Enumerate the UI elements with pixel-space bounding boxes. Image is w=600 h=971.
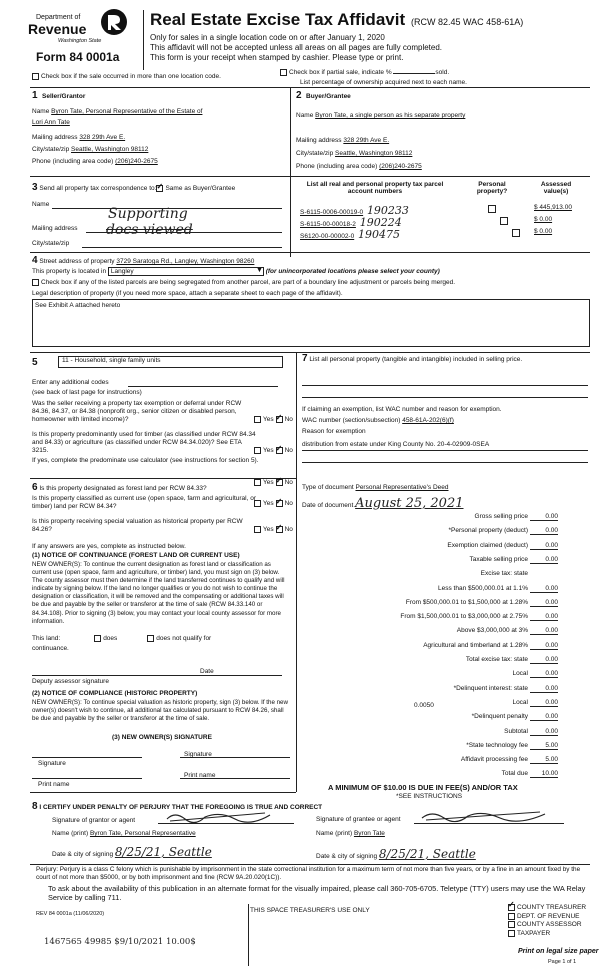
calc-value[interactable]: 0.00 [530, 713, 558, 721]
no-label: No [284, 479, 293, 487]
wa-logo-icon [100, 8, 128, 36]
assessed-header: Assessed value(s) [540, 181, 572, 195]
grantee-date-label: Date & city of signing [316, 853, 378, 860]
property-street-address[interactable]: 3729 Saratoga Rd., Langley, Washington 98260 [116, 258, 255, 265]
calc-label: Local [512, 698, 528, 706]
rcw-ref: (RCW 82.45 WAC 458-61A) [411, 17, 524, 27]
calc-value[interactable]: 0.00 [530, 585, 558, 593]
timber-yes[interactable] [254, 447, 261, 454]
land-not-qualify-checkbox[interactable] [147, 635, 154, 642]
assessed-value[interactable]: $ 445,913.00 [534, 204, 572, 211]
buyer-heading: Buyer/Grantee [306, 93, 351, 100]
exemption-no[interactable] [276, 416, 283, 423]
copy-checkbox[interactable] [508, 904, 515, 911]
calc-label: From $500,000.01 to $1,500,000 at 1.28% [405, 598, 528, 606]
calc-label: Exemption claimed (deduct) [447, 541, 528, 549]
partial-sale-check[interactable] [280, 69, 449, 76]
buyer-city[interactable]: Seattle, Washington 98112 [335, 150, 413, 157]
additional-codes-label: Enter any additional codes [32, 379, 109, 386]
grantor-date-label: Date & city of signing [52, 851, 114, 858]
does-label: does [103, 635, 118, 643]
buyer-city-label: City/state/zip [296, 150, 334, 157]
buyer-phone-label: Phone (including area code) [296, 163, 378, 170]
calc-label: Total due [501, 770, 528, 778]
yes-label: Yes [263, 526, 274, 534]
header-note-2: This affidavit will not be accepted unless all areas on all pages are fully completed. [150, 43, 443, 52]
calc-label: *Personal property (deduct) [448, 527, 528, 535]
corr-mail-label: Mailing address [32, 225, 78, 232]
yes-label: Yes [263, 447, 274, 455]
sec3-text: Send all property tax correspondence to: [39, 185, 157, 192]
see-instructions: *SEE INSTRUCTIONS [396, 793, 463, 800]
segregation-checkbox[interactable] [32, 279, 39, 286]
grantee-print-name[interactable]: Byron Tate [353, 830, 385, 837]
dor-logo [8, 6, 138, 50]
calc-label: Local [512, 670, 528, 678]
forest-question: Is this property designated as forest land per RCW 84.33? [39, 485, 207, 492]
yes-label: Yes [263, 416, 274, 424]
land-does-checkbox[interactable] [94, 635, 101, 642]
chevron-down-icon: ▼ [255, 267, 263, 274]
parcel-handwritten-number: 190233 [366, 204, 409, 217]
current-use-question: Is this property classified as current use (open space, farm and agricultural, or timber) land per RCW 84.34? [32, 495, 256, 510]
page-title: Real Estate Excise Tax Affidavit [150, 10, 406, 29]
sold-label: sold. [435, 69, 450, 77]
current-use-yes[interactable] [254, 500, 261, 507]
form-revision: REV 84 0001a (11/06/2020) [36, 911, 105, 917]
parcel-handwritten-number: 190475 [358, 228, 401, 241]
wac-label: WAC number (section/subsection) [302, 417, 401, 424]
multi-location-check[interactable] [32, 73, 221, 80]
grantee-name-label: Name (print) [316, 830, 353, 837]
section-4-number: 4 [32, 255, 38, 266]
grantor-signature-label: Signature of grantor or agent [52, 817, 136, 824]
seller-mail-label: Mailing address [32, 134, 78, 141]
notice-continuance-body: NEW OWNER(S): To continue the current designation as forest land or classification as current use (open space, farm and agriculture, or timber) land, you must sign on (3) below. The county assessor must then determine if the land transferred continues to qualify and will indicate by signing below. If the land no longer qualifies or you do not wish to continue the designation or classification, it will be removed and the compensating or additional taxes will be due and payable by the seller or transferor at the time of sale (RCW 84.33.140 or 84.34.108). Prior to signing (3) below, you may contact your local county assessor for more information. [32, 561, 285, 625]
calc-value[interactable]: 0.00 [530, 685, 558, 693]
buyer-mailing-address[interactable]: 328 29th Ave E. [343, 137, 390, 144]
same-as-buyer-label: Same as Buyer/Grantee [165, 185, 236, 192]
wac-number[interactable]: 458-61A-202(6)(f) [402, 417, 454, 424]
treasurer-space: THIS SPACE TREASURER'S USE ONLY [250, 907, 370, 914]
land-label: This land: [32, 635, 61, 643]
buyer-mail-label: Mailing address [296, 137, 342, 144]
local-rate: 0.0050 [414, 702, 434, 709]
calc-value[interactable]: 0.00 [530, 599, 558, 607]
exemption-yes[interactable] [254, 416, 261, 423]
deputy-date-label: Date [200, 668, 214, 675]
personal-property-checkbox[interactable] [512, 229, 520, 237]
section-3-number: 3 [32, 182, 38, 193]
legal-description-field[interactable] [32, 299, 590, 347]
seller-name[interactable]: Byron Tate, Personal Representative of the Estate of [51, 108, 203, 115]
calc-value[interactable]: 5.00 [530, 742, 558, 750]
list-pct-note: List percentage of ownership acquired next to each name. [300, 79, 467, 86]
location-note: (for unincorporated locations please select your county) [265, 268, 440, 276]
logo-dept-line1: Department of [36, 14, 81, 21]
seller-heading: Seller/Grantor [42, 93, 86, 100]
grantor-signature-scribble [165, 809, 275, 825]
copy-recipient [508, 921, 586, 930]
personal-property-checkbox[interactable] [488, 205, 496, 213]
personal-property-note: List all personal property (tangible and intangible) included in selling price. [309, 356, 523, 363]
land-use-select[interactable] [58, 356, 283, 368]
assessed-value[interactable]: $ 0.00 [534, 216, 553, 223]
calc-value[interactable]: 0.00 [530, 627, 558, 635]
page-number: Page 1 of 1 [548, 959, 577, 965]
exemption-label: If claiming an exemption, list WAC number and reason for exemption. [302, 406, 502, 413]
seller-city[interactable]: Seattle, Washington 98112 [71, 146, 149, 153]
forest-no[interactable] [276, 479, 283, 486]
no-label: No [284, 447, 293, 455]
buyer-name-label: Name [296, 112, 314, 119]
perjury-note: Perjury: Perjury is a class C felony which is punishable by imprisonment in the state correctional institution for a maximum term of not more than five years, or by a fine in an amount fixed by the court of not more than $5000, or by both imprisonment and fine (RCW 9A.20.020(1C)). [36, 866, 581, 881]
seller-phone[interactable]: (206)240-2675 [115, 158, 158, 165]
calc-value[interactable]: 0.00 [530, 642, 558, 650]
calc-label: Less than $500,000.01 at 1.1% [438, 584, 528, 592]
calc-label: Taxable selling price [469, 555, 528, 563]
location-select[interactable] [108, 267, 264, 276]
no-label: No [284, 526, 293, 534]
calc-value[interactable]: 0.00 [530, 513, 558, 521]
instructions-note: If any answers are yes, complete as instructed below. [32, 543, 186, 550]
calc-label: *Delinquent penalty [471, 713, 528, 721]
historic-question: Is this property receiving special valuation as historical property per RCW 84.26? [32, 518, 243, 533]
calc-label: Excise tax: state [480, 570, 528, 578]
calc-value[interactable]: 0.00 [530, 670, 558, 678]
multi-location-label: Check box if the sale occurred in more than one location code. [41, 73, 221, 81]
no-label: No [284, 416, 293, 424]
parcel-account[interactable]: S-6115-0006-00019-0 [300, 209, 364, 216]
calc-value[interactable]: 0.00 [530, 656, 558, 664]
checkbox[interactable] [32, 73, 39, 80]
section-5-number: 5 [32, 357, 38, 368]
document-date[interactable]: August 25, 2021 [355, 496, 464, 511]
calc-value[interactable]: 0.00 [530, 699, 558, 707]
same-as-buyer-checkbox[interactable] [156, 185, 163, 192]
grantee-signature-label: Signature of grantee or agent [316, 816, 401, 823]
seller-phone-label: Phone (including area code) [32, 158, 114, 165]
parcel-account[interactable]: S6120-00-00002-0 [300, 233, 355, 240]
grantor-date-city[interactable]: 8/25/21, Seattle [114, 845, 212, 859]
doc-type-label: Type of document [302, 484, 354, 491]
legal-description-value: See Exhibit A attached hereto [35, 302, 121, 309]
calc-value[interactable]: 0.00 [530, 527, 558, 535]
forest-yes[interactable] [254, 479, 261, 486]
calc-label: Gross selling price [474, 513, 528, 520]
alt-format-note: To ask about the availability of this publication in an alternate format for the visually impaired, please call 360-705-6705. Teletype (TTY) users may use the WA Relay Service by calling 711. [48, 884, 586, 902]
buyer-name[interactable]: Byron Tate, a single person as his separate property [315, 112, 466, 119]
sec3-heading [32, 182, 235, 193]
calc-label: *Delinquent interest: state [453, 684, 528, 692]
calc-value[interactable]: 10.00 [530, 770, 558, 778]
grantee-signature-scribble [420, 808, 550, 824]
grantee-date-city[interactable]: 8/25/21, Seattle [378, 847, 476, 861]
seller-city-label: City/state/zip [32, 146, 70, 153]
owner-signature-label-2: Signature [184, 751, 212, 758]
copy-recipient [508, 904, 586, 913]
logo-dept-line2: Revenue [28, 21, 87, 37]
timber-question: Is this property predominantly used for timber (as classified under RCW 84.34 and 84.33) or agriculture (as classified under RCW 84.34.020)? See ETA 3215. [32, 431, 256, 454]
deputy-signature-label: Deputy assessor signature [32, 678, 109, 685]
copy-label: COUNTY TREASURER [517, 904, 587, 912]
document-type[interactable]: Personal Representative's Deed [355, 484, 449, 491]
parcel-header: List all real and personal property tax parcel account numbers [306, 181, 444, 195]
notice-compliance-title: (2) NOTICE OF COMPLIANCE (HISTORIC PROPERTY) [32, 690, 198, 697]
calc-label: Agricultural and timberland at 1.28% [423, 641, 528, 649]
stamp-supporting: Supporting [108, 206, 188, 222]
form-number: Form 84 0001a [36, 50, 120, 64]
calc-label: Total excise tax: state [465, 656, 528, 663]
section-7-number: 7 [302, 353, 308, 364]
location-label: This property is located in [32, 268, 107, 276]
legal-desc-label: Legal description of property (if you need more space, attach a separate sheet to each page of the affidavit). [32, 290, 343, 297]
no-label: No [284, 500, 293, 508]
corr-name-label: Name [32, 201, 50, 208]
copy-checkbox[interactable] [508, 913, 515, 920]
certify-title: I CERTIFY UNDER PENALTY OF PERJURY THAT THE FOREGOING IS TRUE AND CORRECT [39, 804, 323, 811]
calc-label: Subtotal [504, 727, 528, 735]
parcel-account[interactable]: S-6115-00-00018-2 [300, 221, 356, 228]
historic-no[interactable] [276, 526, 283, 533]
buyer-phone[interactable]: (206)240-2675 [379, 163, 422, 170]
segregation-label: Check box if any of the listed parcels are being segregated from another parcel, are part of a boundary line adjustment or parcels being merged. [41, 279, 456, 287]
owner-print-label-2: Print name [184, 772, 216, 779]
grantor-name-label: Name (print) [52, 830, 89, 837]
copy-recipient [508, 913, 586, 922]
street-label: Street address of property [39, 258, 115, 265]
codes-note: (see back of last page for instructions) [32, 389, 142, 396]
doc-date-label: Date of document [302, 502, 354, 509]
calc-label: *State technology fee [466, 741, 528, 749]
calc-label: From $1,500,000.01 to $3,000,000 at 2.75% [400, 613, 528, 621]
grantor-print-name[interactable]: Byron Tate, Personal Representative [89, 830, 196, 837]
copy-checkbox[interactable] [508, 921, 515, 928]
section-8-number: 8 [32, 801, 38, 812]
calc-value[interactable]: 5.00 [530, 756, 558, 764]
section-2-number: 2 [296, 90, 302, 101]
timber-no[interactable] [276, 447, 283, 454]
partial-sale-label: Check box if partial sale, indicate % [289, 69, 392, 77]
calc-label: Above $3,000,000 at 3% [456, 627, 528, 635]
current-use-no[interactable] [276, 500, 283, 507]
timber-note: If yes, complete the predominate use calculator (see instructions for section 5). [32, 457, 259, 464]
seller-name-label: Name [32, 108, 50, 115]
calc-value[interactable]: 0.00 [530, 728, 558, 736]
minimum-due-note: A MINIMUM OF $10.00 IS DUE IN FEE(S) AND/OR TAX [328, 783, 518, 792]
calc-value[interactable]: 0.00 [530, 542, 558, 550]
parcel-row [300, 228, 400, 241]
header-note-3: This form is your receipt when stamped by cashier. Please type or print. [150, 53, 404, 62]
seller-mailing-address[interactable]: 328 29th Ave E. [79, 134, 126, 141]
seller-name-line2[interactable]: Lori Ann Tate [32, 119, 70, 126]
notice-compliance-body: NEW OWNER(S): To continue special valuation as historic property, sign (3) below. If the new owner(s) doesn't wish to continue, all additional tax calculated pursuant to RCW 84.26, shall be due and payable by the seller or transferor at the time of sale. [32, 699, 288, 723]
not-qualify-label: does not qualify for [156, 635, 212, 643]
copy-recipient [508, 930, 586, 939]
historic-yes[interactable] [254, 526, 261, 533]
header-note-1: Only for sales in a single location code on or after January 1, 2020 [150, 33, 385, 42]
copy-label: COUNTY ASSESSOR [517, 921, 582, 929]
calc-value[interactable]: 0.00 [530, 613, 558, 621]
continuance-label: continuance. [32, 645, 69, 652]
copy-checkbox[interactable] [508, 930, 515, 937]
exemption-question: Was the seller receiving a property tax exemption or deferral under RCW 84.36, 84.37, or 84.38 (nonprofit org., senior citizen or disabled person, homeowner with limited income)? [32, 400, 242, 423]
corr-city-label: City/state/zip [32, 240, 70, 247]
copy-label: DEPT. OF REVENUE [517, 912, 580, 920]
assessed-value[interactable]: $ 0.00 [534, 228, 553, 235]
personal-property-checkbox[interactable] [500, 217, 508, 225]
legal-size-note: Print on legal size paper [518, 948, 599, 955]
exemption-reason[interactable]: distribution from estate under King County No. 20-4-02909-0SEA [302, 441, 490, 448]
calc-label: Affidavit processing fee [460, 756, 528, 764]
yes-label: Yes [263, 479, 274, 487]
owner-signature-label-1: Signature [38, 760, 66, 767]
calc-value[interactable]: 0.00 [530, 556, 558, 564]
copy-label: TAXPAYER [517, 930, 551, 938]
yes-label: Yes [263, 500, 274, 508]
location-value: Langley [110, 268, 134, 275]
logo-dept-line3: Washington State [58, 38, 102, 44]
personal-prop-header: Personal property? [476, 181, 508, 195]
section-1-number: 1 [32, 90, 38, 101]
land-use-value: 11 - Household, single family units [62, 357, 161, 364]
checkbox[interactable] [280, 69, 287, 76]
new-owner-sig-title: (3) NEW OWNER(S) SIGNATURE [112, 734, 212, 741]
section-6-number: 6 [32, 482, 38, 493]
cashier-stamp: 1467565 49985 $9/10/2021 10.00$ [44, 937, 196, 947]
parcel-handwritten-number: 190224 [359, 216, 402, 229]
stamp-docs-viewed: docs viewed [106, 222, 193, 238]
owner-print-label-1: Print name [38, 781, 70, 788]
reason-label: Reason for exemption [302, 428, 366, 435]
notice-continuance-title: (1) NOTICE OF CONTINUANCE (FOREST LAND OR CURRENT USE) [32, 552, 240, 559]
